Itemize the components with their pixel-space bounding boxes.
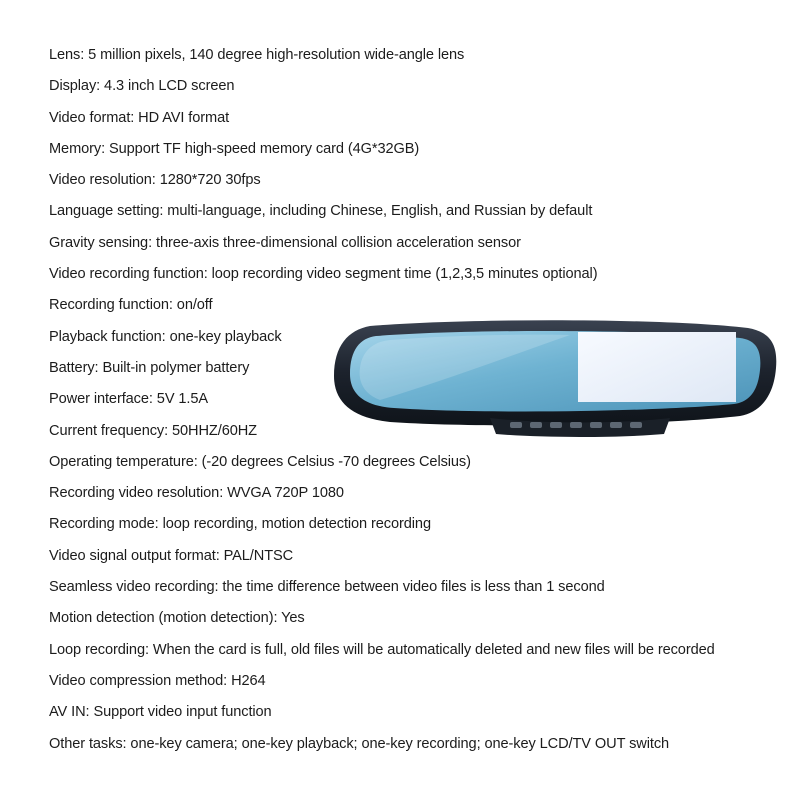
spec-line: Gravity sensing: three-axis three-dimensional collision acceleration sensor bbox=[49, 234, 521, 251]
spec-line: Recording video resolution: WVGA 720P 1080 bbox=[49, 485, 344, 502]
spec-line: Display: 4.3 inch LCD screen bbox=[49, 78, 235, 95]
spec-line: Loop recording: When the card is full, old files will be automatically deleted and new files will be recorded bbox=[49, 641, 715, 658]
rearview-mirror-dashcam-icon bbox=[330, 316, 780, 440]
spec-line: Video signal output format: PAL/NTSC bbox=[49, 547, 294, 564]
lcd-screen bbox=[578, 332, 736, 402]
spec-line: Memory: Support TF high-speed memory card (4G*32GB) bbox=[49, 140, 420, 157]
spec-line: Battery: Built-in polymer battery bbox=[49, 359, 250, 376]
spec-line: Motion detection (motion detection): Yes bbox=[49, 610, 305, 627]
spec-line: Operating temperature: (-20 degrees Celsius -70 degrees Celsius) bbox=[49, 453, 471, 470]
spec-line: Video resolution: 1280*720 30fps bbox=[49, 172, 261, 189]
spec-line: Power interface: 5V 1.5A bbox=[49, 391, 209, 408]
spec-line: Video recording function: loop recording video segment time (1,2,3,5 minutes optional) bbox=[49, 266, 598, 283]
spec-line: Other tasks: one-key camera; one-key playback; one-key recording; one-key LCD/TV OUT switch bbox=[49, 735, 670, 752]
spec-line: Recording function: on/off bbox=[49, 297, 213, 314]
spec-line: Video compression method: H264 bbox=[49, 672, 266, 689]
spec-line: AV IN: Support video input function bbox=[49, 704, 272, 721]
spec-line: Language setting: multi-language, including Chinese, English, and Russian by default bbox=[49, 203, 593, 220]
spec-line: Recording mode: loop recording, motion detection recording bbox=[49, 516, 431, 533]
spec-line: Lens: 5 million pixels, 140 degree high-resolution wide-angle lens bbox=[49, 47, 465, 63]
spec-line: Playback function: one-key playback bbox=[49, 328, 282, 345]
spec-line: Current frequency: 50HHZ/60HZ bbox=[49, 422, 257, 439]
spec-line: Video format: HD AVI format bbox=[49, 109, 230, 126]
spec-line: Seamless video recording: the time difference between video files is less than 1 second bbox=[49, 579, 605, 596]
